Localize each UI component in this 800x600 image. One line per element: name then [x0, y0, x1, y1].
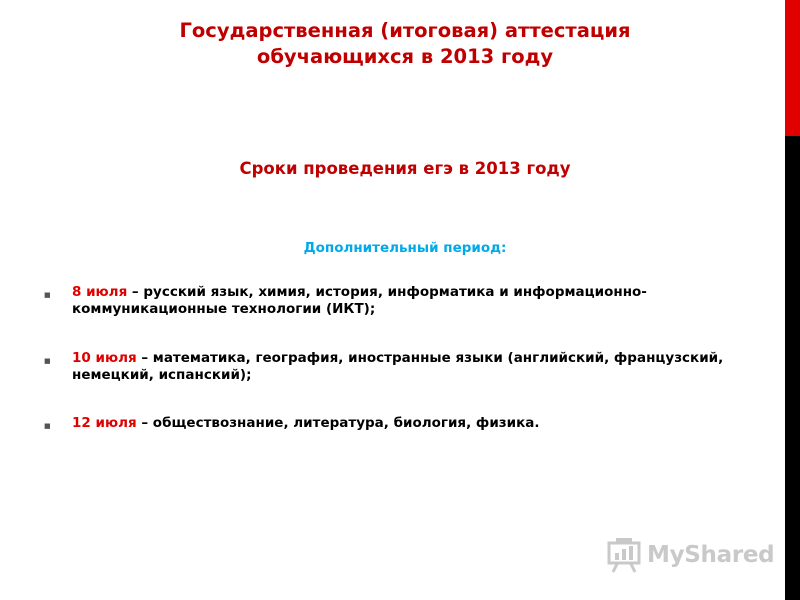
exam-date: 8 июля: [72, 284, 128, 300]
exam-subjects: – обществознание, литература, биология, физика.: [136, 415, 540, 431]
watermark-text: MyShared: [647, 542, 775, 568]
side-bar-black: [785, 136, 800, 600]
watermark-logo: [607, 537, 775, 573]
exam-subjects: – русский язык, химия, история, информатика и информационно-коммуникационные технологии (ИКТ);: [72, 284, 647, 317]
exam-date: 12 июля: [72, 415, 137, 431]
list-item-text: [72, 350, 752, 384]
presentation-board-icon: [607, 537, 641, 573]
title-line-1: Государственная (итоговая) аттестация: [179, 19, 631, 42]
title-line-2: обучающихся в 2013 году: [256, 45, 554, 68]
period-heading: Дополнительный период:: [303, 240, 507, 256]
slide-subtitle: Сроки проведения егэ в 2013 году: [239, 159, 571, 178]
bullet-icon: ■: [44, 357, 51, 365]
list-item-text: [72, 415, 752, 432]
exam-date: 10 июля: [72, 350, 137, 366]
bullet-icon: ■: [44, 291, 51, 299]
bullet-icon: ■: [44, 422, 51, 430]
side-bar-red: [785, 0, 800, 136]
list-item-text: [72, 284, 752, 318]
slide-title: [60, 18, 750, 70]
exam-subjects: – математика, география, иностранные языки (английский, французский, немецкий, испанский);: [72, 350, 724, 383]
